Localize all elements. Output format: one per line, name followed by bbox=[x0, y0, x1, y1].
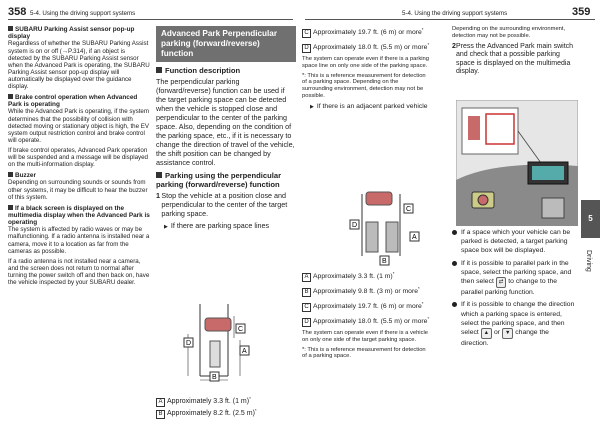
text-popup-display: Regardless of whether the SUBARU Parking Assist system is on or off (→P.314), if an object is detected by the SUBARU Parking Assist sensor when the Advanced Park is operating, the SUBARU Parking Assist sensor pop-up display will automatically be displayed over the guidance display. bbox=[8, 40, 150, 90]
step-1-number: 1 bbox=[156, 191, 160, 200]
text-black-screen-2: If a radio antenna is not installed near a camera, and the screen does not return to normal after turning the power switch off and then back on, have the vehicle inspected by your SUBARU dealer. bbox=[8, 257, 150, 286]
note-reference-2: *: This is a reference measurement for detection of a parking space. bbox=[302, 346, 426, 360]
measure-c: C Approximately 19.7 ft. (6 m) or more* bbox=[302, 26, 430, 38]
bullet-change-direction: If it is possible to change the direction which a parking space is entered, select the parking space, and then select ▲ or ▼ change the direction. bbox=[452, 300, 576, 348]
chapter-label: Driving bbox=[585, 250, 592, 272]
note-reference-1: *: This is a reference measurement for detection of a parking space. Depending on the surrounding environment, detection may not be possible. bbox=[302, 72, 426, 99]
right-page-number: 359 bbox=[572, 6, 591, 18]
text-black-screen-1: The system is affected by radio waves or may be malfunctioning. If a radio antenna is installed near a camera, move it to a location as far from the cameras as possible. bbox=[8, 226, 150, 255]
diagram-parking-lines bbox=[170, 296, 265, 382]
case-adjacent-vehicle: ▶ If there is an adjacent parked vehicle bbox=[310, 102, 428, 110]
left-section-title: 5-4. Using the driving support systems bbox=[30, 10, 136, 17]
chapter-tab: 5 bbox=[581, 200, 600, 238]
column-4 bbox=[452, 26, 576, 80]
column-4-bullets bbox=[452, 228, 576, 351]
column-2 bbox=[156, 26, 296, 235]
heading-buzzer: Buzzer bbox=[8, 172, 150, 179]
column-3 bbox=[302, 26, 430, 114]
bullet-parallel-park: If it is possible to parallel park in the space, select the parking space, and then select ⇄ to change to the parallel parking function. bbox=[452, 259, 576, 298]
measure-b2: B Approximately 9.8 ft. (3 m) or more* bbox=[302, 285, 430, 297]
tag-a: A bbox=[242, 348, 247, 355]
tag-b: B bbox=[212, 374, 217, 381]
diagram-adjacent-vehicle bbox=[340, 186, 430, 268]
text-brake-control-2: If brake control operates, Advanced Park operation will be suspended and a message will be displayed on the multi-information display. bbox=[8, 146, 148, 169]
heading-parking-using: Parking using the perpendicular parking (forward/reverse) function bbox=[156, 171, 282, 189]
svg-text:D: D bbox=[352, 222, 358, 229]
step-1-text: Stop the vehicle at a position close and perpendicular to the center of the target parking space. bbox=[161, 191, 288, 218]
measure-b: B Approximately 8.2 ft. (2.5 m)* bbox=[156, 406, 296, 419]
forward-direction-button[interactable]: ▲ bbox=[481, 328, 492, 339]
heading-black-screen: If a black screen is displayed on the multimedia display when the Advanced Park is operating bbox=[8, 204, 150, 227]
case-parking-lines: ▶ If there are parking space lines bbox=[164, 221, 270, 230]
measure-a2: A Approximately 3.3 ft. (1 m)* bbox=[302, 270, 430, 282]
svg-text:C: C bbox=[406, 206, 412, 213]
dashboard-illustration bbox=[456, 100, 578, 226]
measure-a: A Approximately 3.3 ft. (1 m)* bbox=[156, 394, 296, 407]
text-buzzer: Depending on surrounding sounds or sounds from other systems, it may be difficult to hear the buzzer of this system. bbox=[8, 179, 148, 201]
heading-brake-control: Brake control operation when Advanced Park is operating bbox=[8, 94, 138, 109]
text-function-description: The perpendicular parking (forward/reverse) function can be used if the target parking space can be detected when the vehicle is stopped close and perpendicular to the center of the parking space. Also, depending on the condition of the parking space, etc., if it is necessary to change the direction of travel of the vehicle, the shift position can be changed by assistance control. bbox=[156, 77, 295, 167]
right-section-title: 5-4. Using the driving support systems bbox=[402, 10, 508, 17]
page-title: Advanced Park Perpendicular parking (forward/reverse) function bbox=[156, 26, 296, 62]
column-3-lower bbox=[302, 270, 430, 363]
measure-d: D Approximately 18.0 ft. (5.5 m) or more* bbox=[302, 41, 430, 53]
step-2: 2 Press the Advanced Park main switch and check that a possible parking space is displayed on the multimedia display. bbox=[452, 42, 574, 76]
tag-c: C bbox=[238, 326, 244, 333]
text-brake-control-1: While the Advanced Park is operating, if the system determines that the possibility of collision with detected moving or stationary object is high, the EV system output restriction control and brake control will operate. bbox=[8, 108, 150, 144]
header-rule-left bbox=[8, 19, 293, 20]
note-one-side-line: The system can operate even if there is a parking space line on only one side of the parking space. bbox=[302, 56, 429, 69]
header-rule-right bbox=[305, 19, 595, 20]
heading-popup-display: SUBARU Parking Assist sensor pop-up display bbox=[8, 26, 135, 41]
car-icon bbox=[205, 318, 231, 331]
step-1 bbox=[156, 191, 296, 218]
note-one-side-vehicle: The system can operate even if there is a vehicle on only one side of the target parking space. bbox=[302, 330, 428, 343]
tag-d: D bbox=[186, 340, 192, 347]
parallel-park-button[interactable]: ⇄ bbox=[496, 277, 507, 288]
measure-c2: C Approximately 19.7 ft. (6 m) or more* bbox=[302, 300, 430, 312]
bullet-target-box: If a space which your vehicle can be parked is detected, a target parking space box will be displayed. bbox=[452, 228, 576, 256]
left-page-number: 358 bbox=[8, 6, 27, 18]
measure-d2: D Approximately 18.0 ft. (5.5 m) or more* bbox=[302, 315, 430, 327]
heading-function-description: Function description bbox=[156, 66, 296, 75]
svg-text:A: A bbox=[412, 234, 417, 241]
reverse-direction-button[interactable]: ▼ bbox=[502, 328, 513, 339]
svg-text:B: B bbox=[382, 258, 387, 265]
column-1 bbox=[8, 26, 150, 289]
parking-button-icon bbox=[478, 195, 488, 205]
text-detection-continued: Depending on the surrounding environment, detection may not be possible. bbox=[452, 26, 566, 39]
triangle-icon: ▶ bbox=[164, 224, 168, 230]
